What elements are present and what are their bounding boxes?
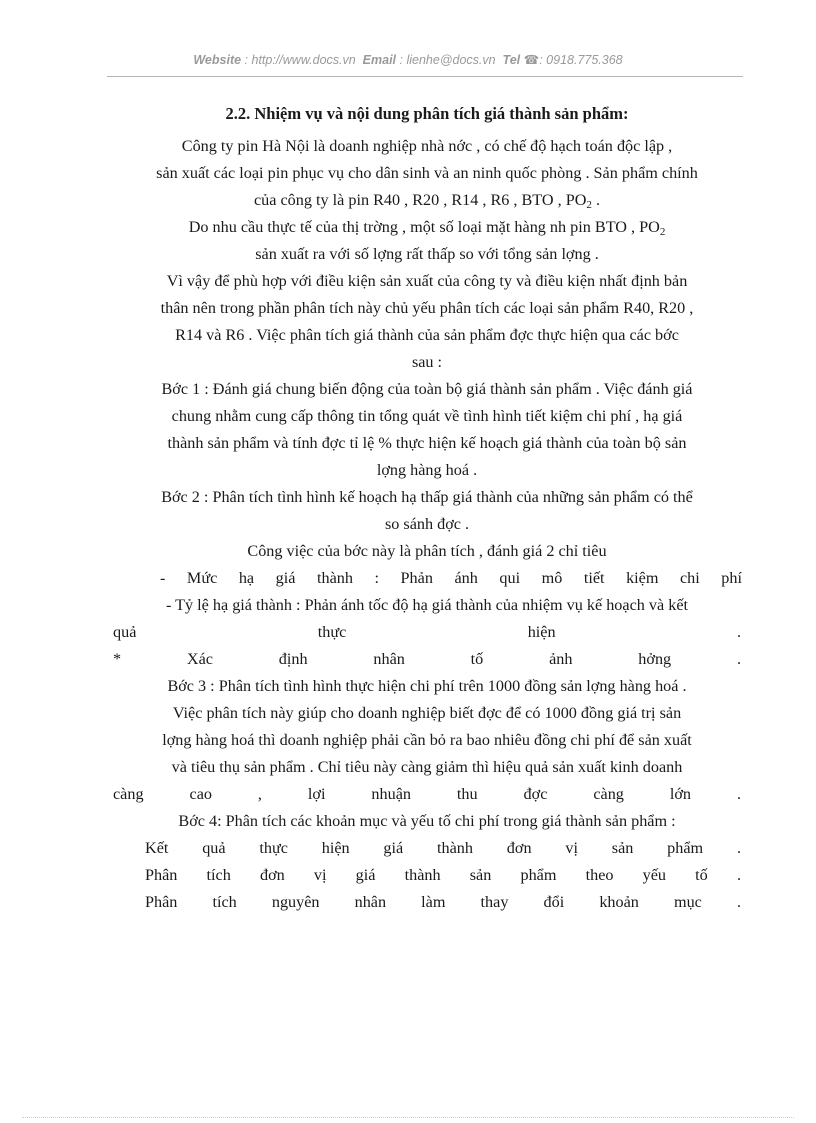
paragraph-line-6: Vì vậy để phù hợp với điều kiện sản xuất của công ty và điều kiện nhất định bản [166,272,688,290]
paragraph-line-9: sau : [411,353,443,371]
paragraph-line-28: Phân tích đơn vị giá thành sản phẩm theo yếu tố . [145,866,741,884]
paragraph-line-15: so sánh đợc . [384,515,470,533]
paragraph-line-23: lợng hàng hoá thì doanh nghiệp phải cần bỏ ra bao nhiêu đồng chi phí để sản xuất [162,731,692,749]
paragraph-line-16: Công việc của bớc này là phân tích , đánh giá 2 chỉ tiêu [247,542,607,560]
email-label: Email [362,53,397,67]
line-4-text: Do nhu cầu thực tế của thị trờng , một số loại mặt hàng nh pin BTO , PO [188,218,660,236]
phone-icon: ☎ [523,53,540,67]
subscript-2: 2 [586,199,592,211]
website-url: : http://www.docs.vn [244,53,356,67]
header-divider [107,76,743,77]
paragraph-line-18: - Tỷ lệ hạ giá thành : Phản ánh tốc độ hạ giá thành của nhiệm vụ kế hoạch và kết [165,596,689,614]
section-title: 2.2. Nhiệm vụ và nội dung phân tích giá thành sản phẩm: [225,104,629,123]
page-header [0,52,816,67]
paragraph-line-19: quả thực hiện . [113,623,741,641]
paragraph-line-1: Công ty pin Hà Nội là doanh nghiệp nhà nớc , có chế độ hạch toán độc lập , [181,137,673,155]
email-address: : lienhe@docs.vn [399,53,496,67]
paragraph-line-4 [112,217,742,237]
paragraph-line-13: lợng hàng hoá . [376,461,478,479]
paragraph-line-21: Bớc 3 : Phân tích tình hình thực hiện chi phí trên 1000 đồng sản lợng hàng hoá . [167,677,687,695]
paragraph-line-7: thân nên trong phần phân tích này chủ yếu phân tích các loại sản phẩm R40, R20 , [160,299,694,317]
paragraph-line-25: càng cao , lợi nhuận thu đợc càng lớn . [113,785,741,803]
paragraph-line-26: Bớc 4: Phân tích các khoản mục và yếu tố chi phí trong giá thành sản phẩm : [178,812,676,830]
line-3-end: . [591,191,601,209]
paragraph-line-22: Việc phân tích này giúp cho doanh nghiệp biết đợc để có 1000 đồng giá trị sản [172,704,682,722]
paragraph-line-12: thành sản phẩm và tính đợc tỉ lệ % thực hiện kế hoạch giá thành của toàn bộ sản [167,434,687,452]
paragraph-line-5: sản xuất ra với số lợng rất thấp so với tổng sản lợng . [255,245,599,263]
paragraph-line-14: Bớc 2 : Phân tích tình hình kế hoạch hạ thấp giá thành của những sản phẩm có thể [161,488,693,506]
page-bottom-border [22,1117,794,1118]
paragraph-line-24: và tiêu thụ sản phẩm . Chỉ tiêu này càng giảm thì hiệu quả sản xuất kinh doanh [171,758,683,776]
website-label: Website [193,53,242,67]
paragraph-line-3 [112,190,742,210]
paragraph-line-10: Bớc 1 : Đánh giá chung biến động của toàn bộ giá thành sản phẩm . Việc đánh giá [161,380,693,398]
paragraph-line-27: Kết quả thực hiện giá thành đơn vị sản phẩm . [145,839,741,857]
phone-number: : 0918.775.368 [539,53,623,67]
paragraph-line-8: R14 và R6 . Việc phân tích giá thành của sản phẩm đợc thực hiện qua các bớc [175,326,679,344]
paragraph-line-17: - Mức hạ giá thành : Phản ánh qui mô tiết kiệm chi phí [160,569,742,587]
paragraph-line-11: chung nhằm cung cấp thông tin tổng quát về tình hình tiết kiệm chi phí , hạ giá [171,407,683,425]
paragraph-line-2: sản xuất các loại pin phục vụ cho dân sinh và an ninh quốc phòng . Sản phẩm chính [156,164,698,182]
line-3-text: của công ty là pin R40 , R20 , R14 , R6 , BTO , PO [253,191,587,209]
subscript-2b: 2 [659,226,666,238]
paragraph-line-29: Phân tích nguyên nhân làm thay đổi khoản mục . [145,893,741,911]
paragraph-line-20: * Xác định nhân tố ảnh hởng . [113,650,741,668]
tel-label: Tel [502,53,521,67]
